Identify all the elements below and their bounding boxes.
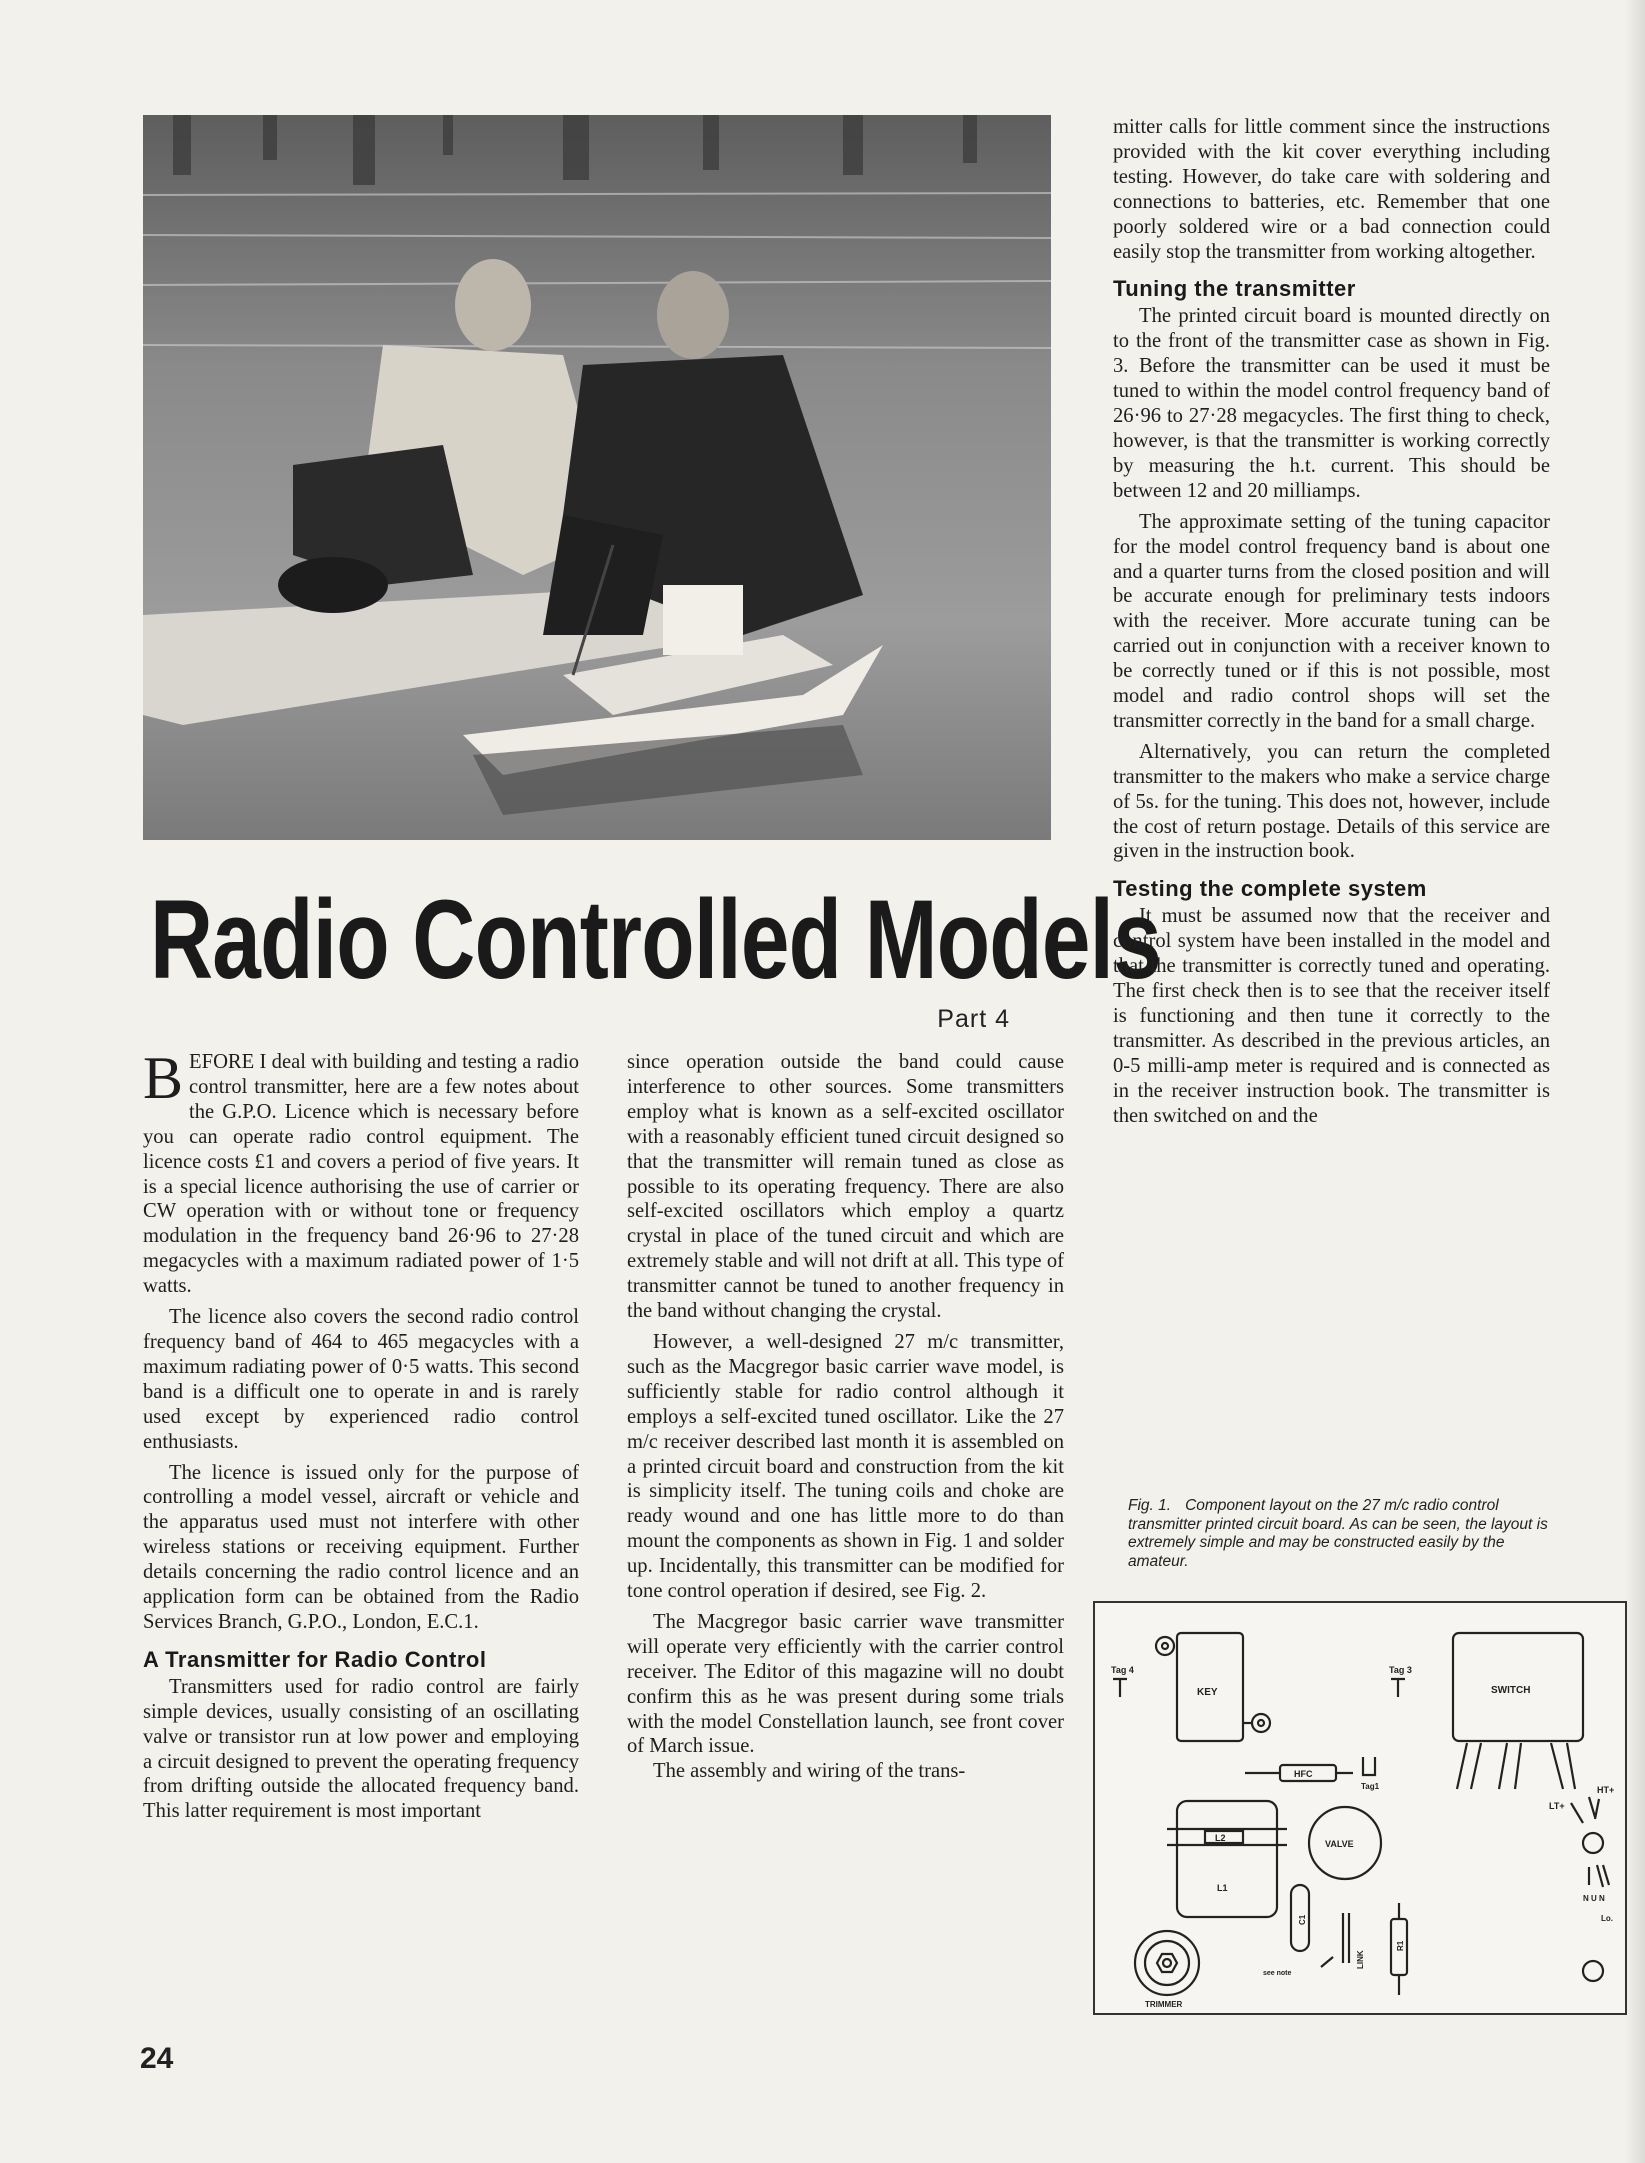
trimmer-label: TRIMMER: [1145, 2000, 1183, 2009]
ht-plus-label: HT+: [1597, 1785, 1615, 1795]
valve-label: VALVE: [1325, 1839, 1354, 1849]
c1-label: C1: [1298, 1914, 1307, 1925]
figure-caption-text: Component layout on the 27 m/c radio control transmitter printed circuit board. As can be seen, the layout is extremely simple and may be constructed easily by the amateur.: [1128, 1497, 1548, 1570]
paragraph: Transmitters used for radio control are fairly simple devices, usually consisting of an oscillating valve or transistor run at low power and employing a circuit designed to prevent the operating frequency from drifting outside the allocated frequency band. This latter requirement is most important: [143, 1675, 579, 1823]
tag3-terminal: [1391, 1679, 1405, 1697]
paragraph: The licence is issued only for the purpose of controlling a model vessel, aircraft or vehicle and the apparatus used must not interfere with other wireless stations or receiving equipment. Further details concerning the radio control licence and an application form can be obtained from the Radio Services Branch, G.P.O., London, E.C.1.: [143, 1461, 579, 1633]
paragraph: The printed circuit board is mounted directly on to the front of the transmitter case as shown in Fig. 3. Before the transmitter can be used it must be tuned to within the model control frequency band of 26·96 to 27·28 megacycles. The first thing to check, however, is that the transmitter is working correctly by measuring the h.t. current. This should be between 12 and 20 milliamps.: [1113, 305, 1550, 502]
paragraph: It must be assumed now that the receiver and control system have been installed in the model and that the transmitter is correctly tuned and operating. The first check then is to see that the receiver itself is functioning and then tune it correctly to the transmitter. As described in the previous articles, an 0-5 milli-amp meter is required and is connected as in the receiver instruction book. The transmitter is then switched on and the: [1113, 905, 1550, 1127]
paragraph: However, a well-designed 27 m/c transmitter, such as the Macgregor basic carrier wave model, is sufficiently stable for radio control although it employs a self-excited tuned oscillator. Like the 27 m/c receiver described last month it is assembled on a printed circuit board and construction from the kit is simplicity itself. The tuning coils and choke are ready wound and one has little more to do than mount the components as shown in Fig. 1 and solder up. Incidentally, this transmitter can be modified for tone control operation if desired, see Fig. 2.: [627, 1330, 1064, 1603]
page-number: 24: [140, 2042, 174, 2075]
section-heading: Tuning the transmitter: [1113, 276, 1356, 302]
coil-former: [1177, 1801, 1277, 1917]
section-heading: Testing the complete system: [1113, 876, 1427, 902]
page-edge-shadow: [1625, 0, 1645, 2163]
paragraph: mitter calls for little comment since the instructions provided with the kit cover everything including testing. However, do take care with soldering and connections to batteries, etc. Remember that one poorly soldered wire or a bad connection could easily stop the transmitter from working altogether.: [1113, 116, 1550, 263]
hfc-label: HFC: [1294, 1769, 1313, 1779]
paragraph: The licence also covers the second radio control frequency band of 464 to 465 megacycles with a maximum radiating power of 0·5 watts. This second band is a difficult one to operate in and is rarely used except by experienced radio control enthusiasts.: [143, 1306, 579, 1453]
link-wire: [1343, 1913, 1349, 1963]
lt-ht-leads: [1571, 1797, 1599, 1823]
tag4-terminal: [1113, 1679, 1127, 1697]
key-label: KEY: [1197, 1687, 1218, 1698]
l2-label: L2: [1215, 1833, 1226, 1843]
paragraph: The approximate setting of the tuning capacitor for the model control frequency band is about one and a quarter turns from the closed position and will be accurate enough for preliminary tests indoors with the receiver. More accurate tuning can be carried out in conjunction with a receiver known to be correctly tuned or if this is not possible, most model and radio control shops will set the transmitter correctly in the band for a small charge.: [1113, 510, 1550, 732]
section-heading: A Transmitter for Radio Control: [143, 1646, 487, 1672]
tag3-label: Tag 3: [1389, 1665, 1412, 1675]
article-title: Radio Controlled Models: [150, 877, 1161, 1002]
paragraph: Alternatively, you can return the completed transmitter to the makers who make a service charge of 5s. for the tuning. This does not, however, include the cost of return postage. Details of this service are given in the instruction book.: [1113, 740, 1550, 863]
lo-label: Lo.: [1601, 1914, 1613, 1923]
switch-label: SWITCH: [1491, 1685, 1531, 1696]
terminal-ring-2: [1583, 1961, 1603, 1981]
component-layout-diagram: [1093, 1601, 1627, 2015]
paragraph: [143, 1045, 579, 1299]
column-1: [143, 1045, 579, 1824]
boat-launch-photo: [143, 115, 1051, 840]
lt-plus-label: LT+: [1549, 1801, 1565, 1811]
figure-number: Fig. 1.: [1128, 1497, 1172, 1514]
paragraph: since operation outside the band could cause interference to other sources. Some transmitters employ what is known as a self-excited oscillator with a reasonably efficient tuned circuit designed so that the transmitter will remain tuned as close as possible to its operating frequency. There are also self-excited oscillators which employ a quartz crystal in place of the tuned circuit and which are extremely stable and will not drift at all. This type of transmitter cannot be tuned to another frequency in the band without changing the crystal.: [627, 1051, 1064, 1323]
tag1-terminal: [1363, 1757, 1375, 1775]
link-label: LINK: [1356, 1950, 1365, 1969]
switch-legs: [1457, 1743, 1575, 1789]
r1-label: R1: [1396, 1940, 1405, 1951]
nun-leads: [1589, 1865, 1609, 1887]
see-note-label: see note: [1263, 1970, 1292, 1977]
paragraph-text: EFORE I deal with building and testing a radio control transmitter, here are a few notes about the G.P.O. Licence which is necessary before you can operate radio control equipment. The licence costs £1 and covers a period of five years. It is a special licence authorising the use of carrier or CW operation with or without tone or frequency modulation in the frequency band 26·96 to 27·28 megacycles with a maximum radiated power of 1·5 watts.: [143, 1051, 579, 1298]
key-mount-hole: [1156, 1637, 1174, 1655]
tag4-label: Tag 4: [1111, 1665, 1134, 1675]
figure-caption: [1128, 1497, 1548, 1571]
tag1-label: Tag1: [1361, 1782, 1380, 1791]
key-mount-hole-2: [1252, 1714, 1270, 1732]
nun-label: N U N: [1583, 1894, 1605, 1903]
part-number: Part 4: [937, 1005, 1010, 1033]
paragraph: The assembly and wiring of the trans-: [653, 1760, 966, 1783]
drop-cap: B: [143, 1045, 184, 1111]
terminal-ring-1: [1583, 1833, 1603, 1853]
paragraph: The Macgregor basic carrier wave transmitter will operate very efficiently with the carrier control receiver. The Editor of this magazine will no doubt confirm this as he was present during some trials with the model Constellation launch, see front cover of March issue.: [627, 1610, 1064, 1758]
l1-label: L1: [1217, 1883, 1228, 1893]
column-3: [1113, 115, 1550, 1129]
column-2: [627, 1050, 1064, 1784]
